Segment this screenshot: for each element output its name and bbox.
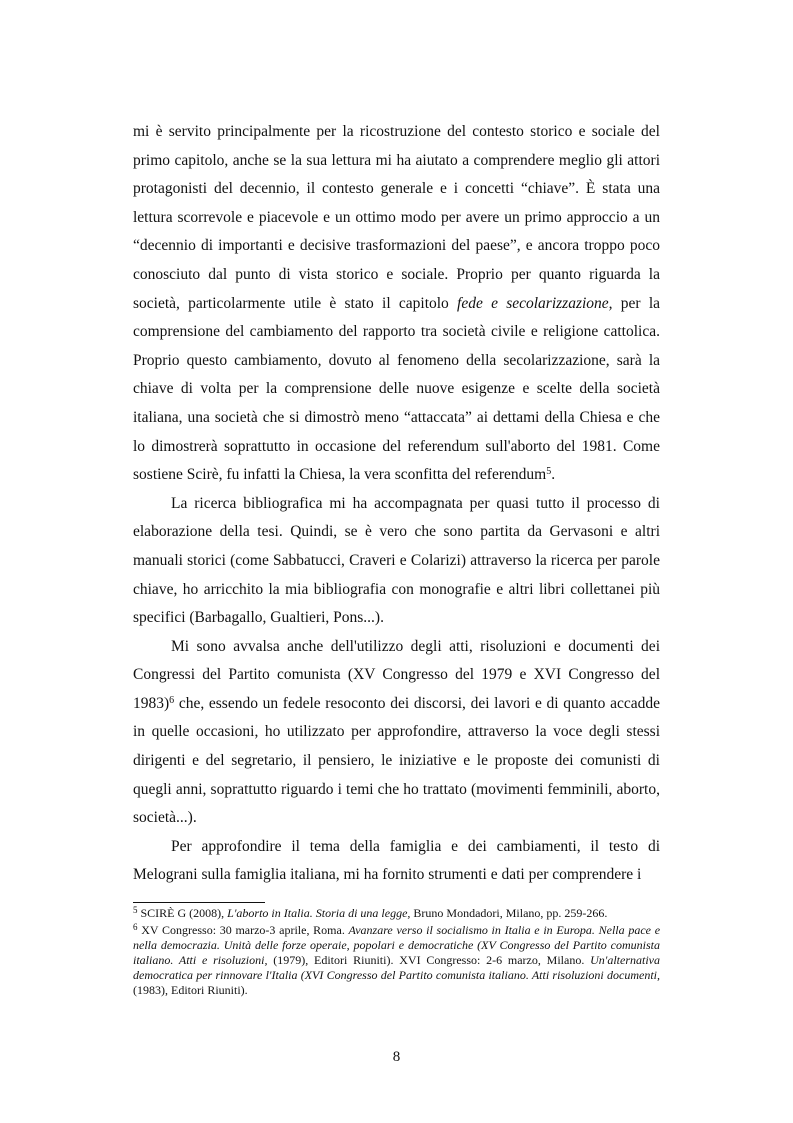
footnote-number: 6 — [133, 922, 138, 932]
paragraph-2: La ricerca bibliografica mi ha accompagnata per quasi tutto il processo di elaborazione della tesi. Quindi, se è vero che sono partita da Gervasoni e altri manuali storici (come Sabbatucci, Craveri e Colarizi) attraverso la ricerca per parole chiave, ho arricchito la mia bibliografia con monografie e altri libri collettanei più specifici (Barbagallo, Gualtieri, Pons...). — [133, 494, 660, 627]
footnote-number: 5 — [133, 905, 138, 915]
chapter-title-emphasis: fede e secolarizzazione, — [457, 294, 613, 312]
footnote-ref-6[interactable]: 6 — [169, 694, 175, 706]
page-number: 8 — [392, 1049, 401, 1065]
footnotes — [133, 906, 660, 1000]
paragraph-1: mi è servito principalmente per la ricostruzione del contesto storico e sociale del primo capitolo, anche se la sua lettura mi ha aiutato a comprendere meglio gli attori protagonisti del decennio, il contesto generale e i concetti “chiave”. È stata una lettura scorrevole e piacevole e un ottimo modo per avere un primo approccio a un “decennio di importanti e decisive trasformazioni del paese”, e ancora troppo poco conosciuto dal punto di vista storico e sociale. Proprio per quanto riguarda la società, particolarmente utile è stato il capitolo fede e secolarizzazione, per la comprensione del cambiamento del rapporto tra società civile e religione cattolica. Proprio questo cambiamento, dovuto al fenomeno della secolarizzazione, sarà la chiave di volta per la comprensione delle nuove esigenze e scelte della società italiana, una società che si dimostrò meno “attaccata” ai dettami della Chiesa e che lo dimostrerà soprattutto in occasione del referendum sull'aborto del 1981. Come sostiene Scirè, fu infatti la Chiesa, la vera sconfitta del referendum$^5$. — [133, 123, 661, 484]
footnote-ref-5[interactable]: 5 — [546, 466, 552, 478]
footnote-5: $^5$ SCIRÈ G (2008), L'aborto in Italia. Storia di una legge, Bruno Mondadori, Milano, pp. 259-266. — [133, 905, 608, 920]
footnote-6: $^6$ XV Congresso: 30 marzo-3 aprile, Roma. Avanzare verso il socialismo in Italia e in Europa. Nella pace e nella democrazia. Unità delle forze operaie, popolari e democratiche (XV Congresso del Partito comunista italiano. Atti e risoluzioni, (1979), Editori Riuniti). XVI Congresso: 2-6 marzo, Milano. Un'alternativa democratica per rinnovare l'Italia (XVI Congresso del Partito comunista italiano. Atti risoluzioni documenti, (1983), Editori Riuniti). — [133, 922, 661, 997]
footnote-separator — [133, 902, 265, 903]
body-text — [133, 118, 660, 890]
paragraph-3: Mi sono avvalsa anche dell'utilizzo degli atti, risoluzioni e documenti dei Congressi del Partito comunista (XV Congresso del 1979 e XVI Congresso del 1983)$^6$ che, essendo un fedele resoconto dei discorsi, dei lavori e di quanto accadde in quelle occasioni, ho utilizzato per approfondire, attraverso la voce degli stessi dirigenti e del segretario, il pensiero, le iniziative e le proposte dei comunisti di quegli anni, soprattutto riguardo i temi che ho trattato (movimenti femminili, aborto, società...). — [133, 637, 660, 827]
paragraph-4: Per approfondire il tema della famiglia e dei cambiamenti, il testo di Melograni sulla famiglia italiana, mi ha fornito strumenti e dati per comprendere i — [133, 837, 660, 884]
